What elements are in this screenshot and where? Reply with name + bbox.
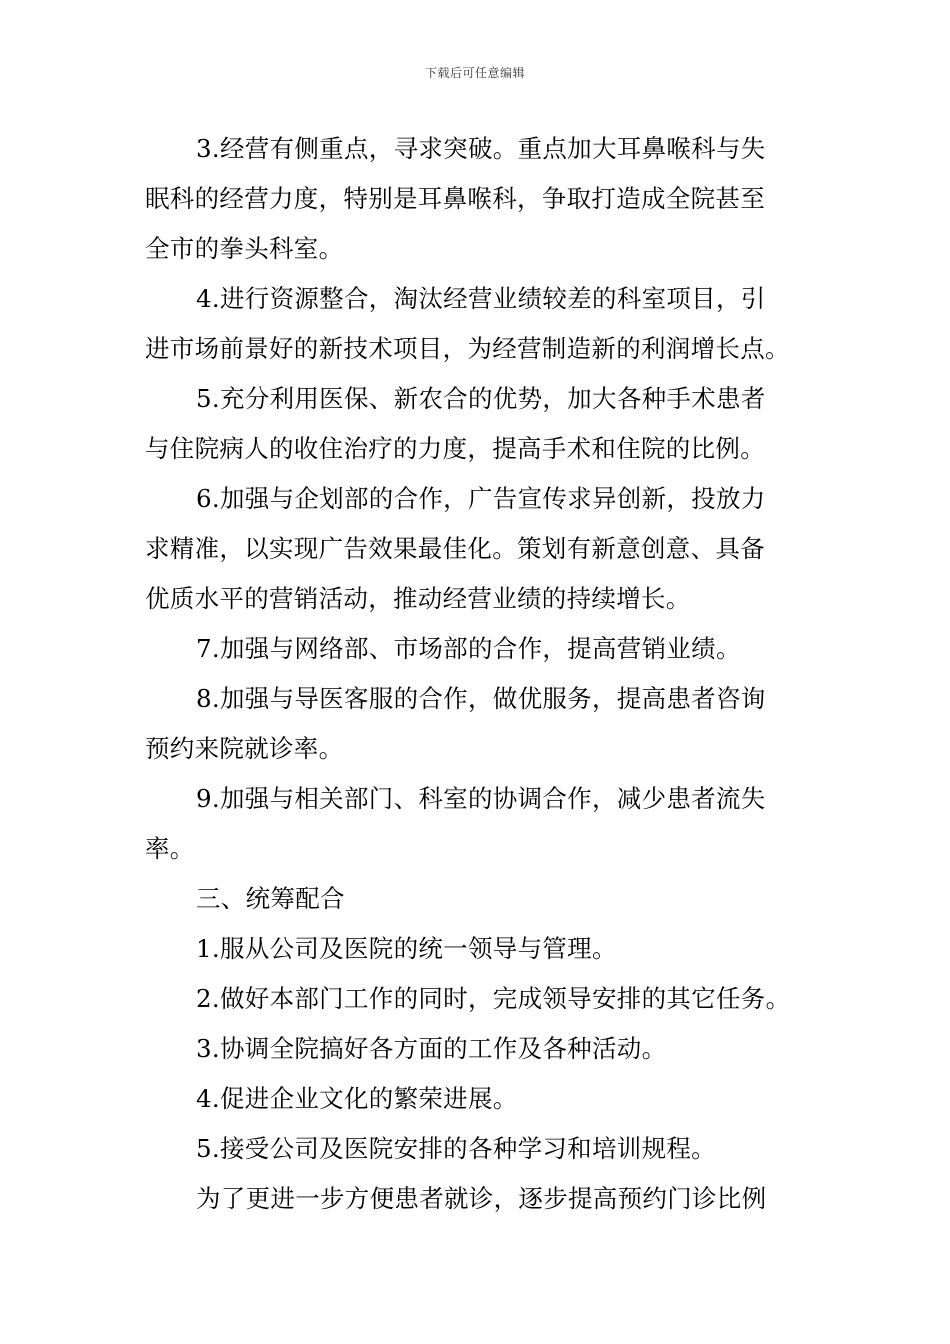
document-body — [145, 124, 810, 1224]
text-line: 8.加强与导医客服的合作，做优服务，提高患者咨询 — [196, 684, 766, 713]
text-line: 求精准，以实现广告效果最佳化。策划有新意创意、具备 — [145, 534, 765, 563]
text-line: 与住院病人的收住治疗的力度，提高手术和住院的比例。 — [145, 434, 765, 463]
text-line: 进市场前景好的新技术项目，为经营制造新的利润增长点。 — [145, 334, 790, 363]
text-line: 5.接受公司及医院安排的各种学习和培训规程。 — [196, 1134, 716, 1163]
section-heading: 三、统筹配合 — [196, 884, 345, 913]
text-line: 全市的拳头科室。 — [145, 234, 344, 263]
text-line: 预约来院就诊率。 — [145, 734, 344, 763]
text-line: 9.加强与相关部门、科室的协调合作，减少患者流失 — [196, 784, 766, 813]
text-line: 4.促进企业文化的繁荣进展。 — [196, 1084, 518, 1113]
text-line: 2.做好本部门工作的同时，完成领导安排的其它任务。 — [196, 984, 791, 1013]
text-line: 为了更进一步方便患者就诊，逐步提高预约门诊比例 — [196, 1184, 767, 1213]
text-line: 3.经营有侧重点，寻求突破。重点加大耳鼻喉科与失 — [196, 134, 766, 163]
text-line: 1.服从公司及医院的统一领导与管理。 — [196, 934, 617, 963]
text-line: 7.加强与网络部、市场部的合作，提高营销业绩。 — [196, 634, 741, 663]
text-line: 眠科的经营力度，特别是耳鼻喉科，争取打造成全院甚至 — [145, 184, 765, 213]
text-line: 4.进行资源整合，淘汰经营业绩较差的科室项目，引 — [196, 284, 766, 313]
page-header-note: 下载后可任意编辑 — [424, 66, 525, 80]
text-line: 3.协调全院搞好各方面的工作及各种活动。 — [196, 1034, 667, 1063]
text-line: 6.加强与企划部的合作，广告宣传求异创新，投放力 — [196, 484, 766, 513]
text-line: 5.充分利用医保、新农合的优势，加大各种手术患者 — [196, 384, 766, 413]
text-line: 优质水平的营销活动，推动经营业绩的持续增长。 — [145, 584, 691, 613]
text-line: 率。 — [145, 834, 195, 863]
